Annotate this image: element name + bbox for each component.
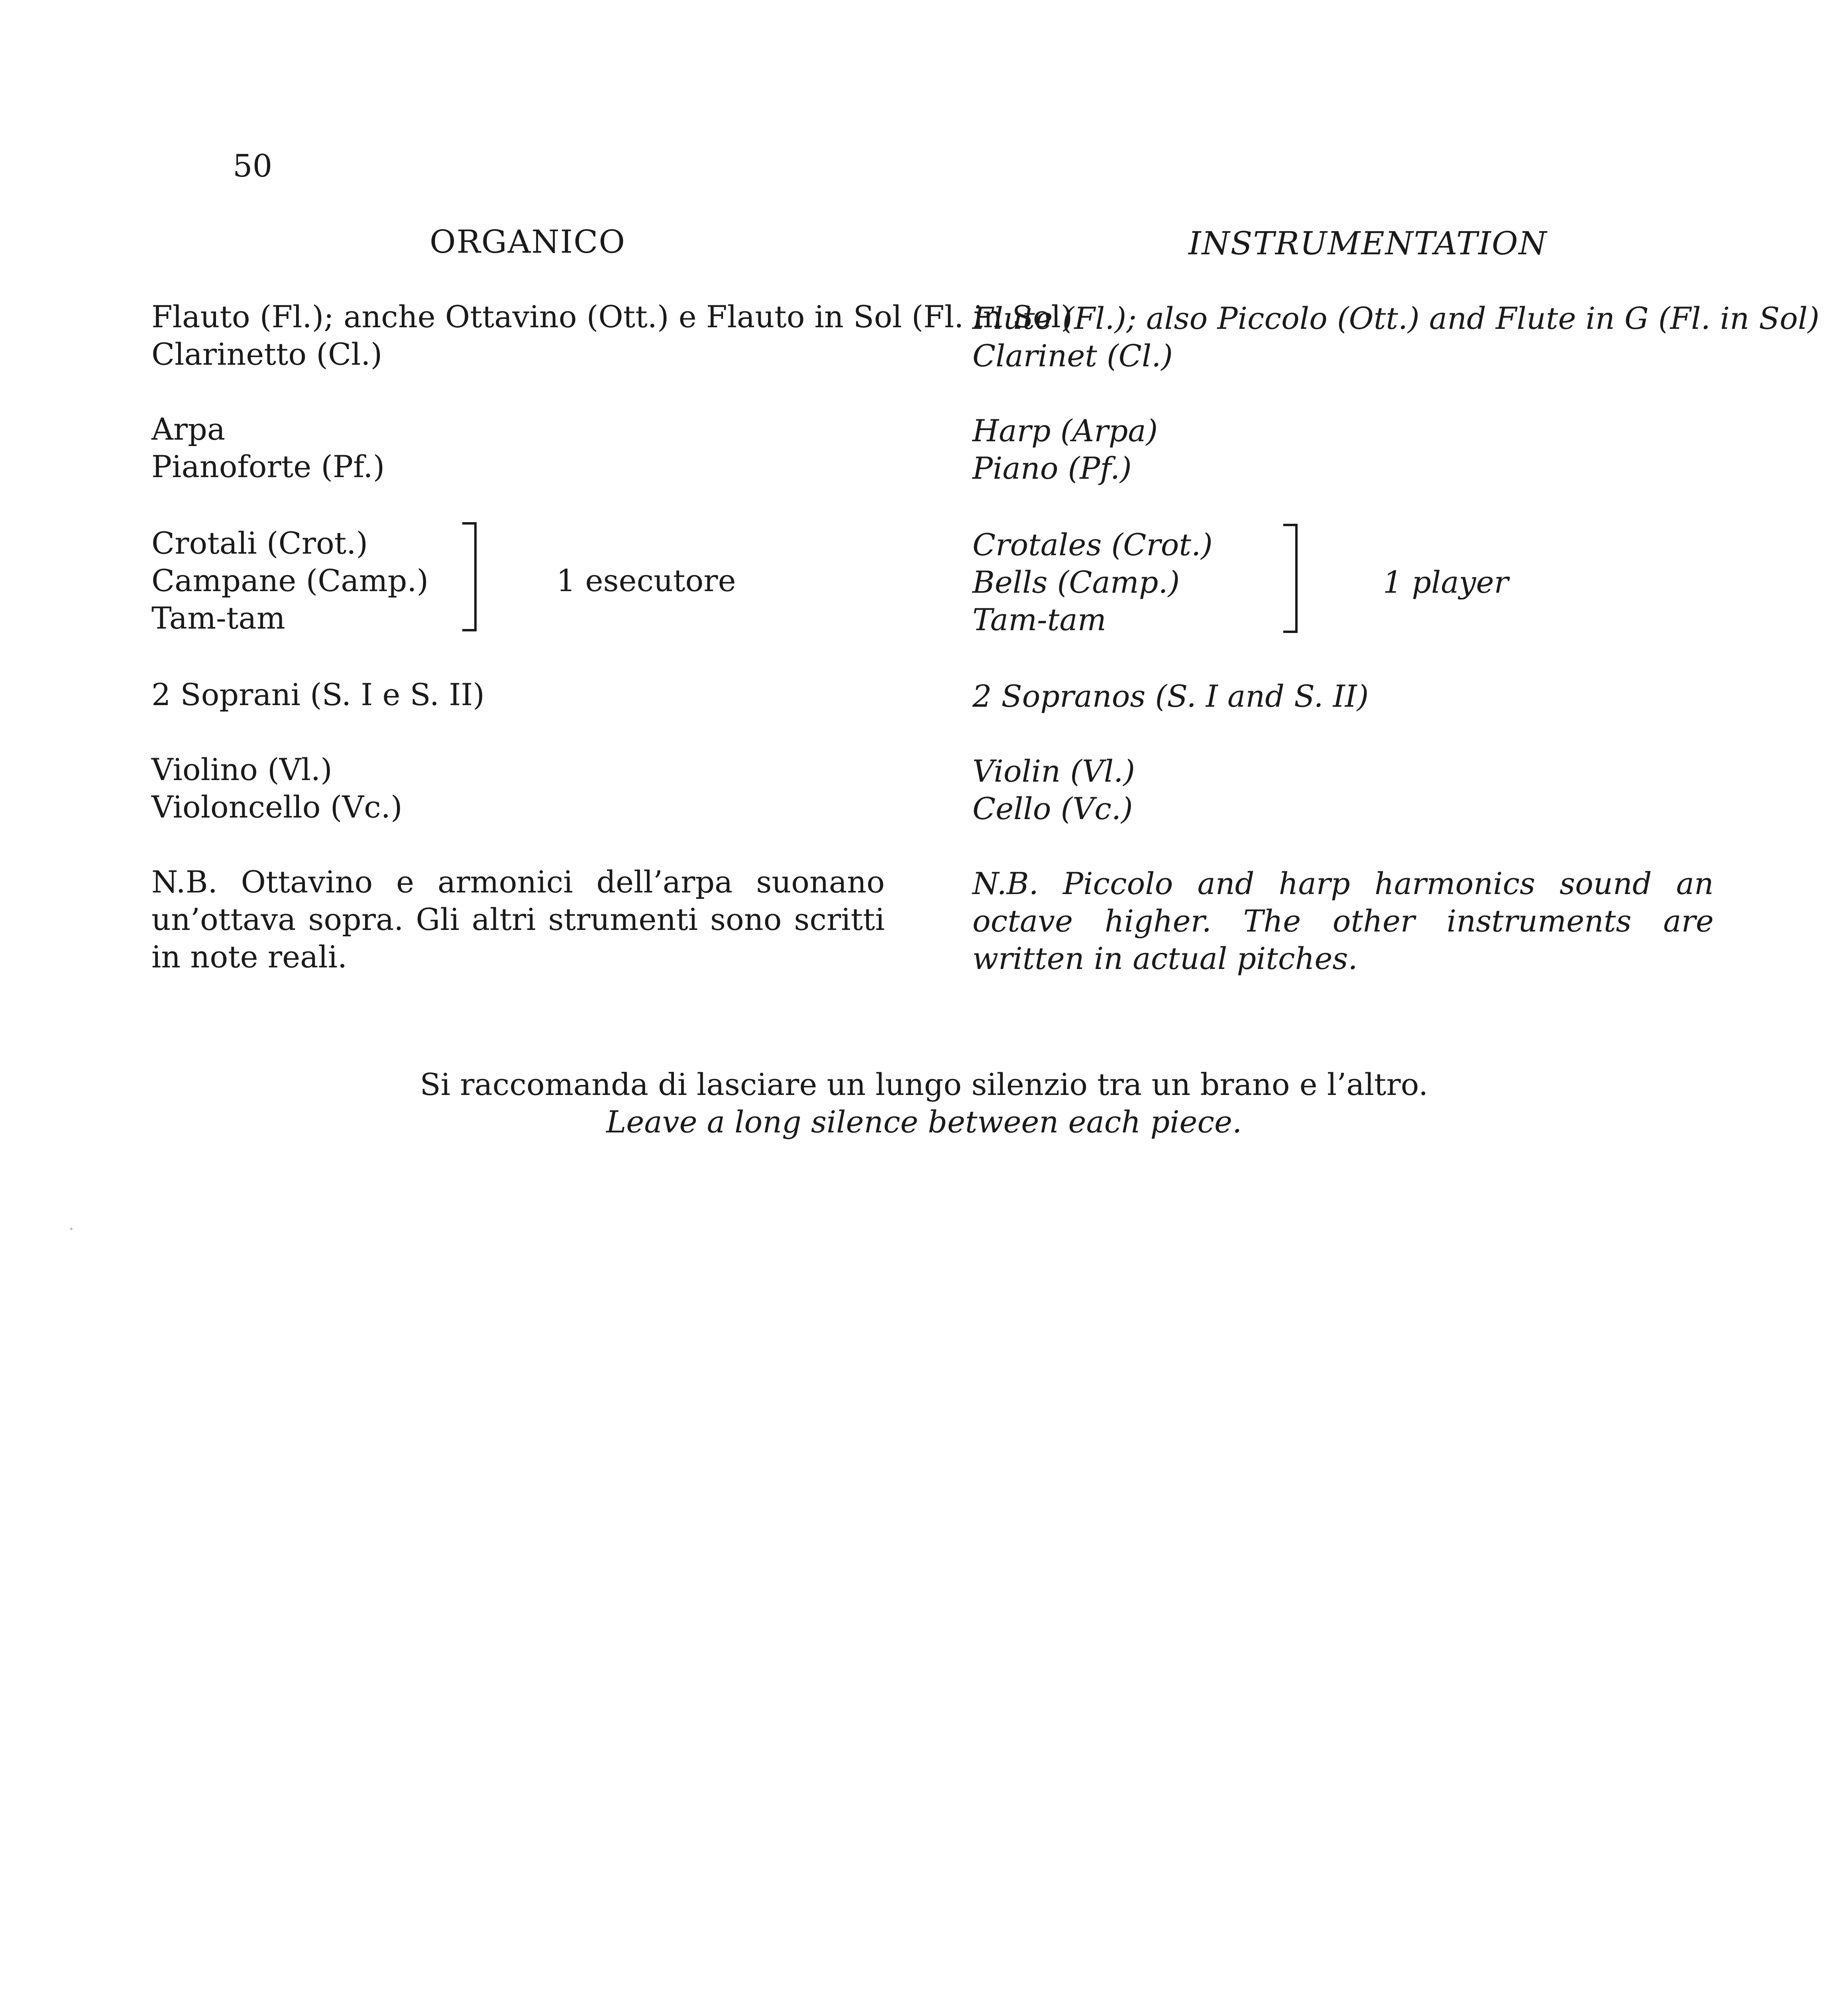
italian-line-clarinet: Clarinetto (Cl.)	[151, 336, 383, 372]
italian-percussion-bracket	[462, 522, 477, 631]
english-line-cello: Cello (Vc.)	[972, 791, 1133, 826]
italian-line-cello: Violoncello (Vc.)	[151, 789, 403, 825]
italian-line-sopranos: 2 Soprani (S. I e S. II)	[151, 677, 485, 712]
footer-note-italian: Si raccomanda di lasciare un lungo silenzio tra un brano e l’altro.	[420, 1067, 1428, 1102]
italian-note: N.B. Ottavino e armonici dell’arpa suonano un’ottava sopra. Gli altri strumenti sono scritti in note reali.	[151, 864, 885, 975]
english-line-flute: Flute (Fl.); also Piccolo (Ott.) and Flute in G (Fl. in Sol)	[972, 301, 1820, 336]
italian-line-flute: Flauto (Fl.); anche Ottavino (Ott.) e Flauto in Sol (Fl. in Sol)	[151, 299, 1073, 334]
english-percussion-bracket	[1283, 524, 1298, 633]
page-number: 50	[233, 148, 273, 184]
english-percussion-player: 1 player	[1383, 564, 1509, 600]
english-heading: INSTRUMENTATION	[1188, 225, 1548, 262]
italian-line-bells: Campane (Camp.)	[151, 563, 429, 598]
english-line-piano: Piano (Pf.)	[972, 450, 1132, 486]
italian-line-piano: Pianoforte (Pf.)	[151, 449, 385, 484]
english-line-tamtam: Tam-tam	[972, 602, 1106, 637]
english-line-crotales: Crotales (Crot.)	[972, 527, 1213, 562]
italian-heading: ORGANICO	[430, 223, 626, 260]
italian-line-violin: Violino (Vl.)	[151, 752, 332, 787]
english-line-clarinet: Clarinet (Cl.)	[972, 338, 1173, 373]
italian-line-crotales: Crotali (Crot.)	[151, 525, 368, 561]
scan-speck	[70, 1228, 73, 1230]
english-line-harp: Harp (Arpa)	[972, 413, 1158, 448]
english-line-violin: Violin (Vl.)	[972, 753, 1135, 789]
italian-line-tamtam: Tam-tam	[151, 600, 285, 636]
english-line-sopranos: 2 Sopranos (S. I and S. II)	[972, 678, 1369, 714]
italian-percussion-player: 1 esecutore	[556, 563, 736, 598]
english-line-bells: Bells (Camp.)	[972, 564, 1180, 600]
english-note: N.B. Piccolo and harp harmonics sound an octave higher. The other instruments are written in actual pitches.	[972, 866, 1714, 976]
footer-note-english: Leave a long silence between each piece.	[606, 1104, 1242, 1140]
italian-line-harp: Arpa	[151, 411, 226, 447]
